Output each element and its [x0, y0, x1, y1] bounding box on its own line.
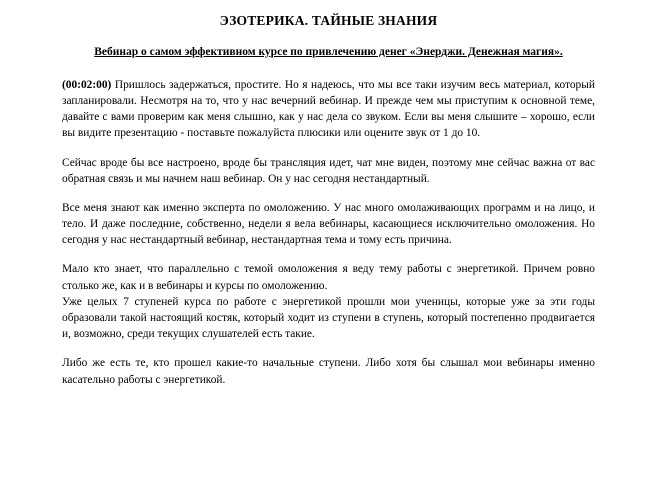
- paragraph-3: Все меня знают как именно эксперта по омоложению. У нас много омолаживающих программ и на лицо, и тело. И даже последние, собственно, недели я вела вебинары, касающиеся исключительно омоложения. Но сегодня у нас нестандартный вебинар, нестандартная тема и тому есть причина.: [62, 201, 595, 247]
- page-subtitle: Вебинар о самом эффективном курсе по привлечению денег «Энерджи. Денежная магия».: [94, 45, 563, 58]
- paragraph-4: Мало кто знает, что параллельно с темой омоложения я веду тему работы с энергетикой. Причем ровно столько же, как и в вебинары и курсы по омоложению.: [62, 263, 595, 292]
- paragraph-6: Либо же есть те, кто прошел какие-то начальные ступени. Либо хотя бы слышал мои вебинары именно касательно работы с энергетикой.: [62, 357, 595, 386]
- page-title: ЭЗОТЕРИКА. ТАЙНЫЕ ЗНАНИЯ: [219, 13, 438, 28]
- paragraph-5: Уже целых 7 ступеней курса по работе с энергетикой прошли мои ученицы, которые уже за эти годы образовали такой настоящий костяк, который ходит из ступени в ступень, который постепенно продвигается и, возможно, среди текущих слушателей есть такие.: [62, 295, 595, 341]
- paragraph-2: Сейчас вроде бы все настроено, вроде бы трансляция идет, чат мне виден, поэтому мне сейчас важна от вас обратная связь и мы начнем наш вебинар. Он у нас сегодня нестандартный.: [62, 156, 595, 185]
- paragraph-1: [62, 77, 595, 142]
- timecode-label: (00:02:00): [62, 78, 112, 91]
- paragraph-1-text: Пришлось задержаться, простите. Но я надеюсь, что мы все таки изучим весь материал, который запланировали. Несмотря на то, что у нас вечерний вебинар. И прежде чем мы приступим к основной теме, давайте с вами проверим как меня слышно, как у нас дела со звуком. Если вы меня слышите – хорошо, если вы видите презентацию - поставьте пожалуйста плюсики или оцените звук от 1 до 10.: [62, 78, 595, 140]
